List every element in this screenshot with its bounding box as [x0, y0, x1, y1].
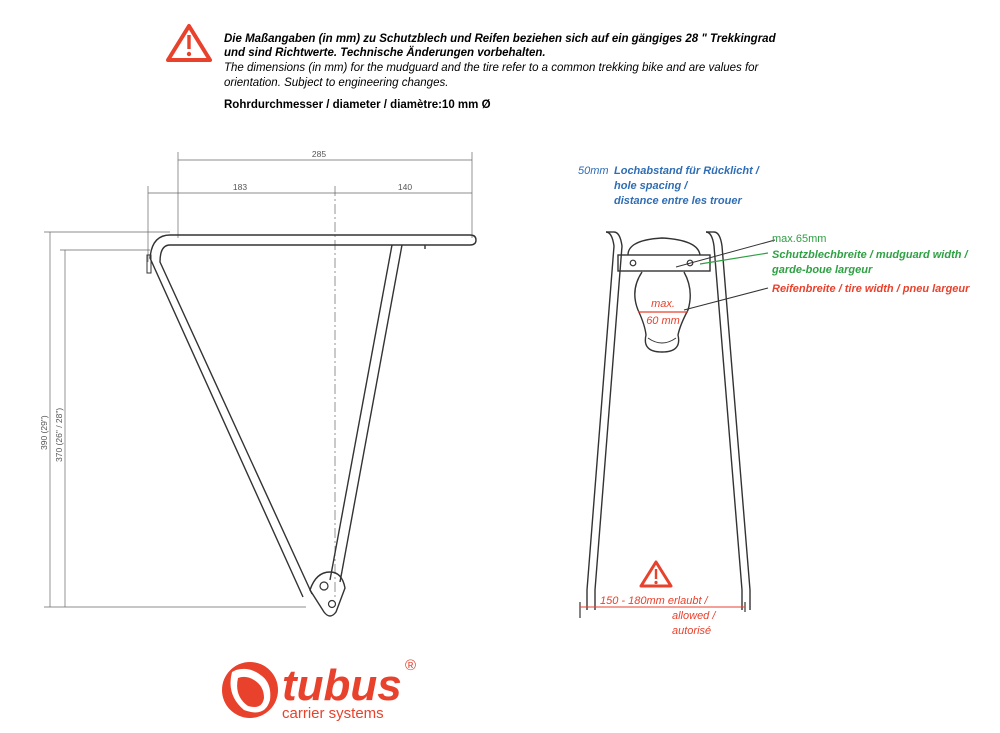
mudguard-label-de: Schutzblechbreite / mudguard width /	[772, 249, 968, 261]
allowed-line3: autorisé	[672, 625, 712, 637]
notice-de-line1: Die Maßangaben (in mm) zu Schutzblech und Reifen beziehen sich auf ein gängiges 28 " Trekkingrad	[224, 33, 776, 45]
tire-max-line1: max.	[651, 298, 675, 310]
hole-spacing-en: hole spacing /	[614, 180, 688, 192]
front-view-drawing	[580, 232, 750, 618]
allowed-line2: allowed /	[672, 610, 716, 622]
tire-max-line2: 60 mm	[646, 315, 680, 327]
tube-diameter-text: Rohrdurchmesser / diameter / diamètre:10 mm Ø	[224, 99, 491, 111]
notice-en-line1: The dimensions (in mm) for the mudguard and the tire refer to a common trekking bike and are values for	[224, 62, 759, 74]
dim-390-label: 390 (29")	[39, 415, 49, 450]
dim-right-label: 140	[397, 182, 413, 192]
dim-total-label: 285	[311, 149, 327, 159]
notice-en-line2: orientation. Subject to engineering changes.	[224, 77, 449, 89]
tire-width-label: Reifenbreite / tire width / pneu largeur	[772, 283, 970, 295]
side-view-drawing	[44, 152, 476, 616]
tubus-logo-icon	[222, 662, 278, 718]
logo-subtitle: carrier systems	[282, 705, 384, 722]
hole-spacing-value: 50mm	[578, 165, 609, 177]
logo-wordmark: tubus	[282, 661, 402, 710]
warning-triangle-icon	[168, 26, 210, 60]
allowed-line1: 150 - 180mm erlaubt /	[600, 595, 708, 607]
hole-spacing-de: Lochabstand für Rücklicht /	[614, 165, 759, 177]
mudguard-label-fr: garde-boue largeur	[772, 264, 873, 276]
dim-left-label: 183	[232, 182, 248, 192]
warning-triangle-small-icon	[641, 562, 671, 586]
dim-370-label: 370 (26" / 28")	[54, 407, 64, 462]
mudguard-max: max.65mm	[772, 233, 827, 245]
hole-spacing-fr: distance entre les trouer	[614, 195, 742, 207]
logo-registered: ®	[405, 657, 417, 674]
notice-de-line2: und sind Richtwerte. Technische Änderungen vorbehalten.	[224, 47, 546, 59]
